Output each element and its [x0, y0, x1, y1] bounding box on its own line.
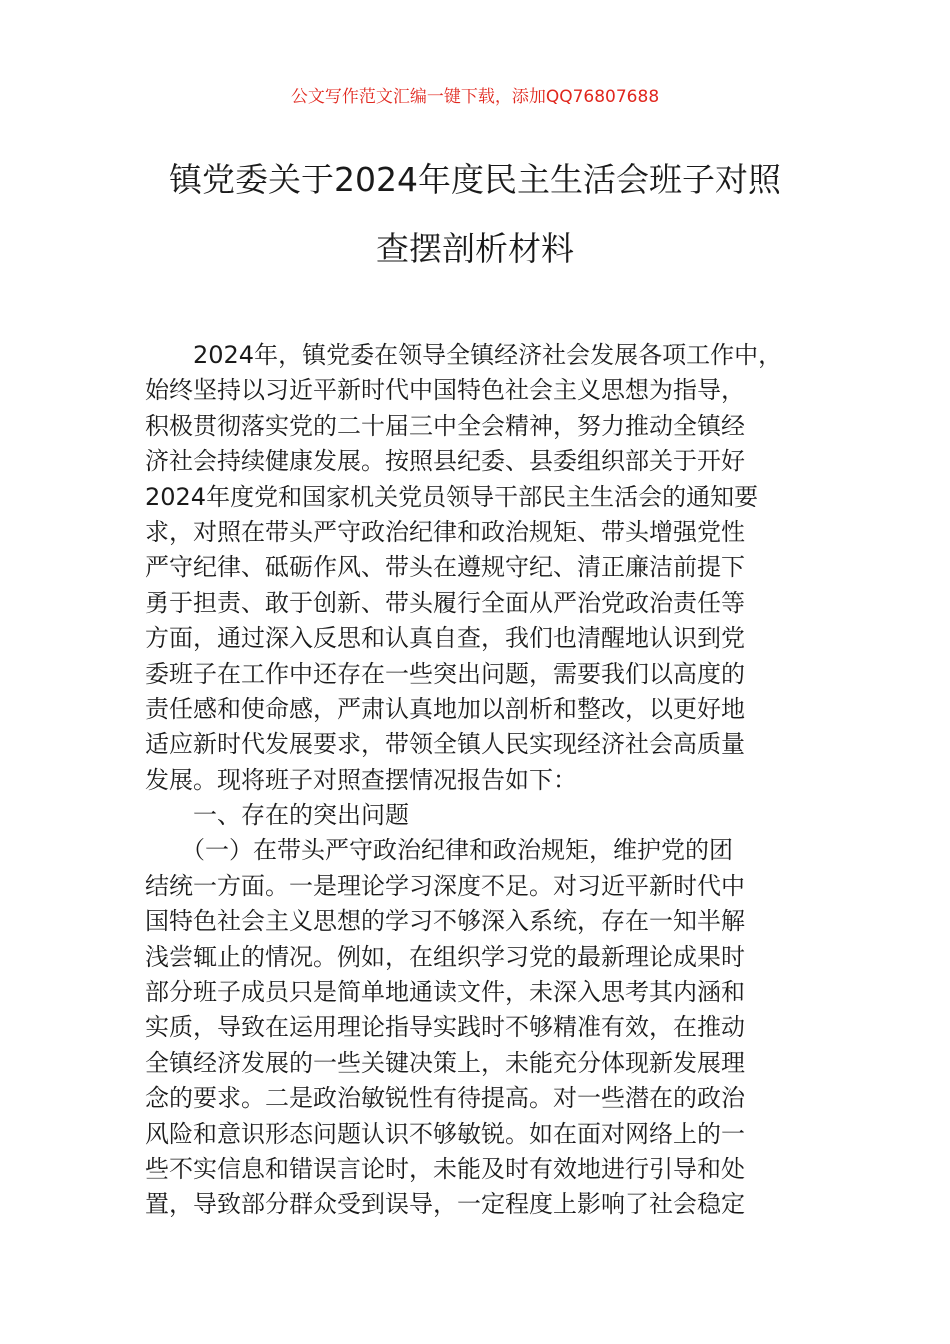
- body-line: 浅尝辄止的情况。例如，在组织学习党的最新理论成果时: [145, 942, 745, 971]
- download-banner: 公文写作范文汇编一键下载，添加QQ76807688: [290, 87, 660, 107]
- body-line: 适应新时代发展要求，带领全镇人民实现经济社会高质量: [145, 730, 745, 759]
- body-line: 始终坚持以习近平新时代中国特色社会主义思想为指导，: [145, 376, 745, 405]
- body-line: 委班子在工作中还存在一些突出问题，需要我们以高度的: [145, 659, 745, 688]
- body-line: 责任感和使命感，严肃认真地加以剖析和整改，以更好地: [145, 694, 745, 723]
- body-line: 勇于担责、敢于创新、带头履行全面从严治党政治责任等: [145, 588, 745, 617]
- body-line: 济社会持续健康发展。按照县纪委、县委组织部关于开好: [145, 447, 745, 476]
- body-line: 国特色社会主义思想的学习不够深入系统，存在一知半解: [145, 907, 745, 936]
- body-line: 全镇经济发展的一些关键决策上，未能充分体现新发展理: [145, 1048, 745, 1077]
- body-line: 结统一方面。一是理论学习深度不足。对习近平新时代中: [145, 871, 745, 900]
- section-heading: 一、存在的突出问题: [145, 801, 409, 830]
- body-line: 求，对照在带头严守政治纪律和政治规矩、带头增强党性: [145, 517, 745, 546]
- body-line: 些不实信息和错误言论时，未能及时有效地进行引导和处: [145, 1154, 745, 1183]
- body-line: 2024年，镇党委在领导全镇经济社会发展各项工作中，: [145, 341, 783, 369]
- body-line: 风险和意识形态问题认识不够敏锐。如在面对网络上的一: [145, 1119, 745, 1148]
- body-line: 2024年度党和国家机关党员领导干部民主生活会的通知要: [145, 482, 759, 511]
- document-title-line-1: 镇党委关于2024年度民主生活会班子对照: [169, 160, 781, 199]
- body-line: 发展。现将班子对照查摆情况报告如下：: [145, 765, 577, 794]
- body-line: （一）在带头严守政治纪律和政治规矩，维护党的团: [145, 836, 733, 865]
- document-body: [145, 338, 815, 1223]
- body-line: 方面，通过深入反思和认真自查，我们也清醒地认识到党: [145, 624, 745, 653]
- body-line: 实质，导致在运用理论指导实践时不够精准有效，在推动: [145, 1013, 745, 1042]
- body-line: 念的要求。二是政治敏锐性有待提高。对一些潜在的政治: [145, 1084, 745, 1113]
- body-line: 严守纪律、砥砺作风、带头在遵规守纪、清正廉洁前提下: [145, 553, 745, 582]
- body-line: 置，导致部分群众受到误导，一定程度上影响了社会稳定: [145, 1190, 745, 1219]
- document-title-line-2: 查摆剖析材料: [376, 229, 574, 268]
- body-line: 部分班子成员只是简单地通读文件，未深入思考其内涵和: [145, 978, 745, 1007]
- body-line: 积极贯彻落实党的二十届三中全会精神，努力推动全镇经: [145, 411, 745, 440]
